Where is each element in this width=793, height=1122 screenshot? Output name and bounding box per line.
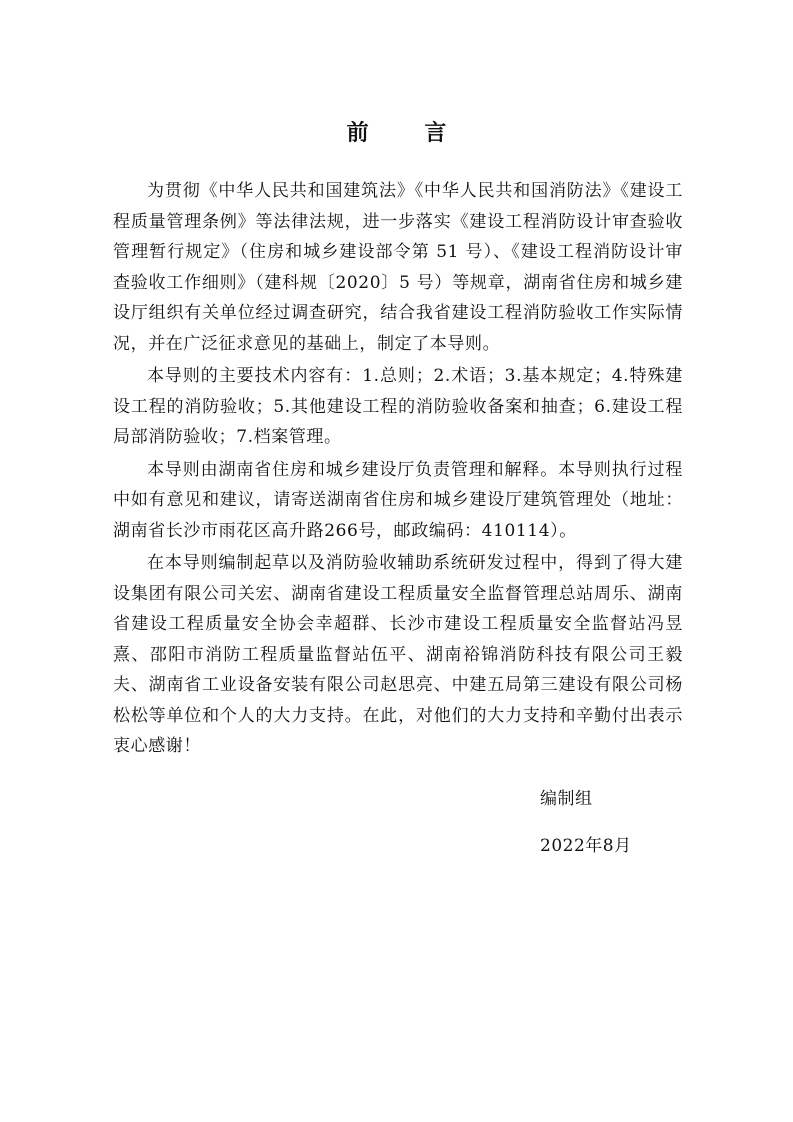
paragraph-acknowledgements: 在本导则编制起草以及消防验收辅助系统研发过程中，得到了得大建设集团有限公司关宏、湖南省建设工程质量安全监督管理总站周乐、湖南省建设工程质量安全协会幸超群、长沙市建设工程质量安全监督站冯昱熹、邵阳市消防工程质量监督站伍平、湖南裕锦消防科技有限公司王毅夫、湖南省工业设备安装有限公司赵思亮、中建五局第三建设有限公司杨松松等单位和个人的大力支持。在此，对他们的大力支持和辛勤付出表示衷心感谢！ bbox=[113, 553, 683, 756]
paragraph-purpose: 为贯彻《中华人民共和国建筑法》《中华人民共和国消防法》《建设工程质量管理条例》等法律法规，进一步落实《建设工程消防设计审查验收管理暂行规定》（住房和城乡建设部令第 51 号）、《建设工程消防设计审查验收工作细则》（建科规〔2020〕5 号）等规章，湖南省住房和城乡建设厅组织有关单位经过调查研究，结合我省建设工程消防验收工作实际情况，并在广泛征求意见的基础上，制定了本导则。 bbox=[113, 181, 683, 354]
signature-date: 2022年8月 bbox=[540, 836, 632, 856]
preface-body bbox=[113, 176, 683, 762]
paragraph-management: 本导则由湖南省住房和城乡建设厅负责管理和解释。本导则执行过程中如有意见和建议，请寄送湖南省住房和城乡建设厅建筑管理处（地址：湖南省长沙市雨花区高升路266号，邮政编码：410114）。 bbox=[113, 459, 683, 541]
page-title: 前 言 bbox=[346, 120, 471, 146]
paragraph-contents: 本导则的主要技术内容有：1.总则；2.术语；3.基本规定；4.特殊建设工程的消防验收；5.其他建设工程的消防验收备案和抽查；6.建设工程局部消防验收；7.档案管理。 bbox=[113, 366, 683, 447]
signature-group: 编制组 bbox=[540, 789, 593, 809]
